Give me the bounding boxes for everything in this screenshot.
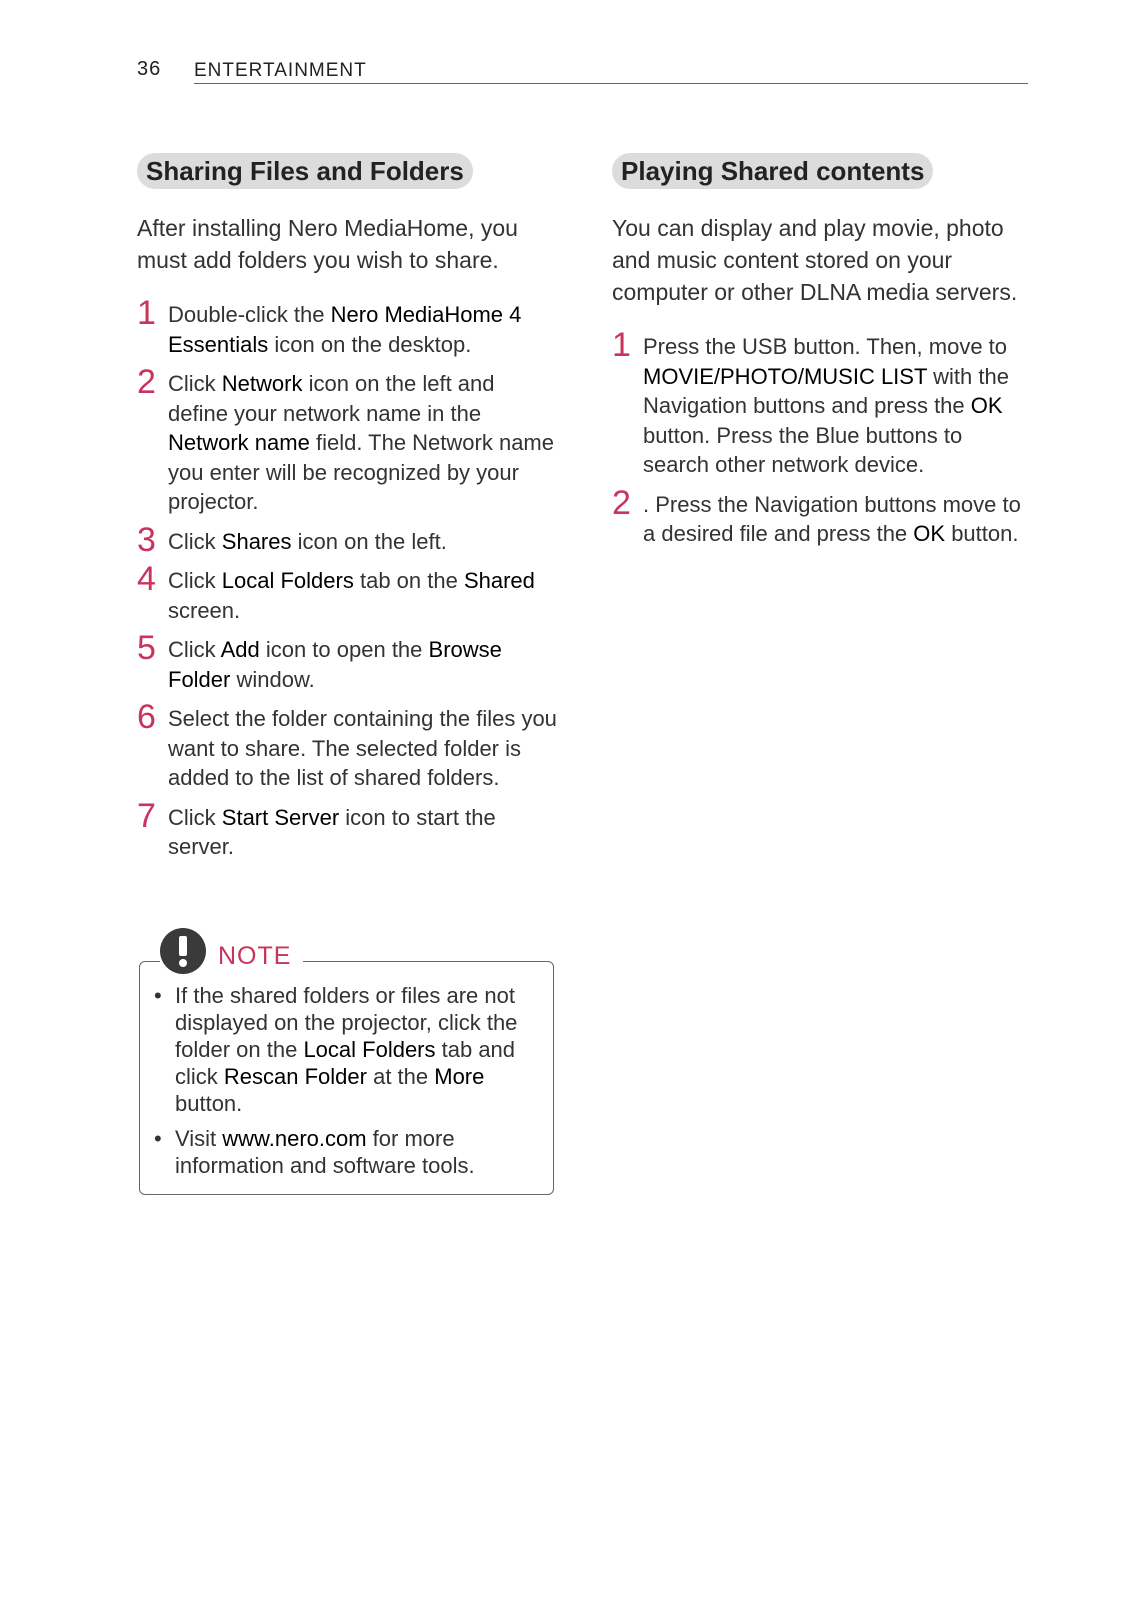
emphasized-term: MOVIE/PHOTO/MUSIC LIST	[643, 363, 928, 389]
emphasized-term: Start Server	[221, 804, 340, 830]
emphasized-term: Local Folders	[303, 1037, 436, 1062]
step-item	[137, 698, 557, 793]
step-text	[168, 302, 521, 357]
step-item	[612, 483, 1032, 549]
step-text-segment: icon to open the	[259, 637, 429, 662]
note-text-segment: tab and click	[175, 1037, 516, 1089]
note-text-segment: at the	[366, 1064, 435, 1089]
step-text-segment: Click	[168, 568, 222, 593]
note-label: NOTE	[218, 942, 292, 970]
left-column	[137, 153, 557, 872]
step-text-segment: window.	[230, 666, 315, 692]
emphasized-term: Network	[221, 371, 303, 396]
right-column	[612, 153, 1032, 559]
bullet-icon: •	[154, 1126, 162, 1151]
step-text	[168, 805, 496, 860]
note-text-segment: button.	[175, 1091, 243, 1116]
step-number: 3	[137, 520, 156, 559]
step-text-segment: Double-click the	[168, 302, 331, 327]
note-text	[175, 1126, 475, 1178]
step-text	[643, 334, 1009, 477]
page-header	[137, 56, 1028, 84]
section-heading-playing: Playing Shared contents	[612, 153, 933, 189]
step-text	[168, 529, 447, 554]
step-number: 7	[137, 796, 156, 835]
emphasized-term: Nero MediaHome 4 Essentials	[168, 302, 522, 357]
step-number: 2	[137, 363, 156, 401]
step-text-segment: Click	[168, 371, 222, 396]
note-text-segment: If the shared folders or files are not displayed on the projector, click the folder on the	[175, 983, 518, 1062]
step-text-segment: with the Navigation buttons and press the	[643, 363, 1009, 418]
step-text-segment: icon to start the server.	[168, 804, 496, 859]
header-divider	[194, 83, 1028, 84]
note-item	[154, 982, 539, 1117]
step-text	[168, 371, 554, 514]
step-number: 2	[612, 483, 631, 522]
step-text-segment: icon on the left.	[291, 528, 447, 554]
step-item	[137, 520, 557, 559]
exclamation-icon	[160, 928, 206, 974]
emphasized-term: Network name	[168, 430, 310, 455]
step-text	[168, 706, 557, 790]
emphasized-term: Shares	[221, 528, 292, 554]
emphasized-term: OK	[913, 521, 946, 546]
emphasized-term: OK	[970, 393, 1003, 418]
step-number: 4	[137, 560, 156, 598]
emphasized-term: Rescan Folder	[223, 1064, 367, 1089]
step-item	[137, 363, 557, 517]
step-number: 6	[137, 698, 156, 736]
section-title: ENTERTAINMENT	[194, 60, 367, 81]
note-list	[154, 982, 539, 1187]
step-item	[137, 560, 557, 625]
note-text-segment: for more information and software tools.	[175, 1126, 475, 1178]
note-header	[160, 928, 303, 976]
note-text	[175, 983, 517, 1116]
step-text-segment: button.	[945, 521, 1019, 546]
step-text-segment: field. The Network name you enter will be recognized by your projector.	[168, 430, 554, 514]
note-box	[139, 942, 554, 1195]
note-text-segment: Visit	[175, 1126, 223, 1151]
emphasized-term: More	[434, 1064, 485, 1089]
emphasized-term: Local Folders	[221, 568, 354, 593]
step-item	[137, 796, 557, 862]
step-text-segment: button. Press the Blue buttons to search other network device.	[643, 422, 963, 477]
step-list	[137, 294, 557, 862]
step-text	[643, 492, 1021, 547]
note-item	[154, 1125, 539, 1179]
emphasized-term: Browse Folder	[168, 637, 502, 692]
step-text	[168, 637, 502, 692]
page-number: 36	[137, 58, 162, 80]
step-item	[612, 326, 1032, 480]
step-text-segment: screen.	[168, 597, 241, 623]
step-number: 1	[137, 294, 156, 332]
step-list	[612, 326, 1032, 549]
intro-paragraph: After installing Nero MediaHome, you must add folders you wish to share.	[137, 215, 518, 273]
bullet-icon: •	[154, 983, 162, 1008]
step-number: 1	[612, 326, 631, 364]
step-item	[137, 294, 557, 359]
emphasized-term: Shared	[463, 568, 535, 593]
section-heading-sharing: Sharing Files and Folders	[137, 153, 473, 189]
step-item	[137, 629, 557, 694]
step-text-segment: icon on the left and define your network name in the	[168, 371, 495, 426]
step-text-segment: tab on the	[353, 568, 464, 593]
step-text-segment: icon on the desktop.	[268, 331, 472, 357]
step-text-segment: Click	[168, 637, 221, 662]
step-number: 5	[137, 629, 156, 667]
step-text-segment: Click	[168, 804, 222, 830]
intro-paragraph: You can display and play movie, photo and music content stored on your computer or other DLNA media servers.	[612, 215, 1018, 305]
emphasized-term: www.nero.com	[222, 1126, 367, 1151]
step-text-segment: Press the USB button. Then, move to	[643, 334, 1008, 359]
step-text-segment: Select the folder containing the files you want to share. The selected folder is added to the list of shared folders.	[168, 706, 557, 790]
step-text-segment: Click	[168, 528, 222, 554]
step-text	[168, 568, 535, 623]
step-text-segment: . Press the Navigation buttons move to a desired file and press the	[643, 491, 1021, 546]
emphasized-term: Add	[220, 637, 260, 662]
